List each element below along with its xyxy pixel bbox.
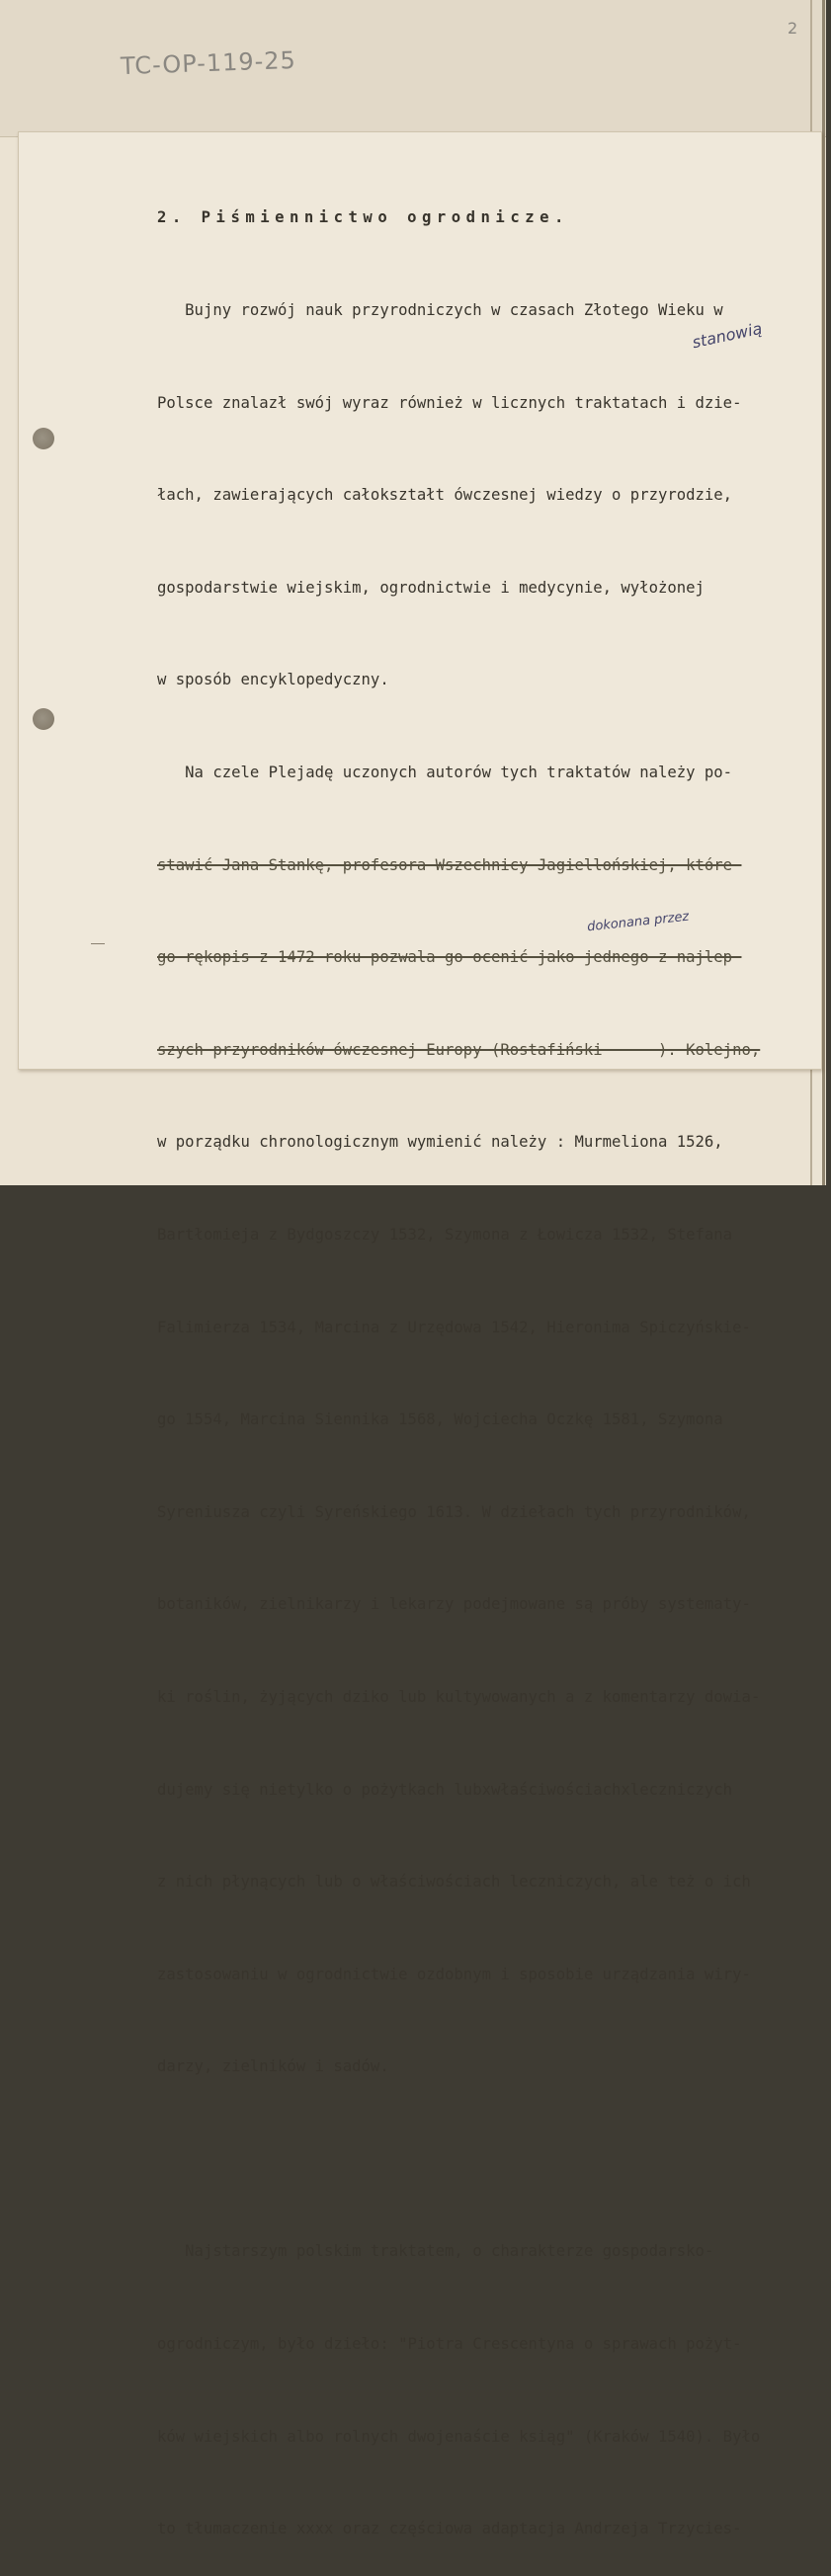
text-line-struck: go rękopis z 1472 roku pozwala go ocenić jako jednego z najlep- [157,948,742,967]
margin-tick [91,943,105,944]
punch-hole-bottom [33,708,54,730]
text-line: zastosowaniu w ogrodnictwie ozdobnym i sposobie urządzania wiry- [157,1965,751,1983]
text-line: ków wiejskich albo rolnych dwojenaście ksiąg" (Kraków 1540). Było [157,2427,761,2446]
text-line: darzy, zielników i sadów. [157,2057,389,2076]
text-line: Polsce znalazł swój wyraz również w licznych traktatach i dzie- [157,393,742,412]
punch-hole-top [33,428,54,449]
text-line-struck: stawić Jana Stankę, profesora Wszechnicy Jagiellońskiej, które- [157,855,742,874]
text-line: Falimierza 1534, Marcina z Urzędowa 1542, Hieronima Spiczyńskie- [157,1318,751,1336]
text-line: w sposób encyklopedyczny. [157,671,389,689]
annotation-margin: stanowią [690,318,764,353]
text-line: Bartłomieja z Bydgoszczy 1532, Szymona z Łowicza 1532, Stefana [157,1225,733,1244]
text-line: Bujny rozwój nauk przyrodniczych w czasach Złotego Wieku w [157,301,723,319]
text-line-blank [157,2144,809,2175]
annotation-above-adaptacja: dokonana przez [586,909,690,935]
typed-text [157,141,809,2576]
text-line: gospodarstwie wiejskim, ogrodnictwie i medycynie, wyłożonej [157,578,705,597]
text-line: łach, zawierających całokształt ówczesnej wiedzy o przyrodzie, [157,486,733,505]
text-line: ki roślin, żyjących dziko lub kultywowanych a z komentarzy dowia- [157,1687,761,1706]
text-line-struck: szych przyrodników ówczesnej Europy (Rostafiński ). Kolejno, [157,1040,761,1059]
text-line: Najstarszym polskim traktatem, o charakterze gospodarsko- [157,2242,714,2261]
document-id: TC-OP-119-25 [120,45,297,81]
text-line: Syreniusza czyli Syreńskiego 1613. W dziełach tych przyrodników, [157,1502,751,1521]
text-line: dujemy się nietylko o pożytkach lubxwłaściwościachxleczniczych [157,1780,733,1799]
text-line: go 1554, Marcina Siennika 1568, Wojciecha Oczkę 1581, Szymona [157,1410,723,1429]
sheet-edge-outer [822,0,825,1185]
text-line: botaników, zielnikarzy i lekarzy podejmowane są próby systematy- [157,1595,751,1614]
text-line: z nich płynących lub o właściwościach leczniczych, ale też o ich [157,1873,751,1892]
text-line: ogrodniczym, było dzieło: "Piotra Crescentyna o sprawach pożyt- [157,2335,742,2354]
text-line: w porządku chronologicznym wymienić należy : Murmeliona 1526, [157,1133,723,1152]
text-line: to tłumaczenie xxxx oraz częściowa adaptacja Andrzeja Trzycies- [157,2520,742,2538]
section-heading: 2. Piśmiennictwo ogrodnicze. [157,208,569,227]
page-number: 2 [788,19,798,38]
text-line: Na czele Plejadę uczonych autorów tych traktatów należy po- [157,763,733,781]
